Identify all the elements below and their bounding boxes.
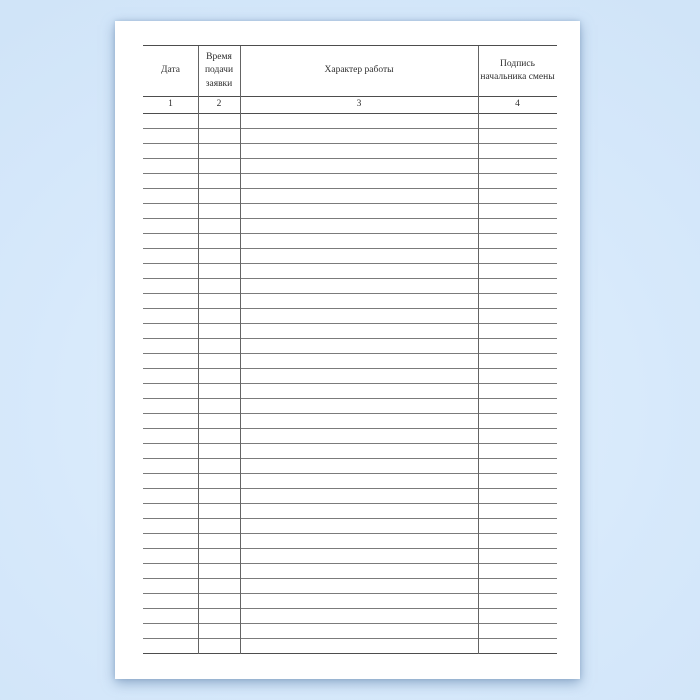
table-row (143, 444, 557, 459)
table-row (143, 504, 557, 519)
table-row (143, 294, 557, 309)
column-divider (478, 46, 479, 654)
table-row (143, 144, 557, 159)
table-row (143, 354, 557, 369)
table-row (143, 159, 557, 174)
table-row (143, 639, 557, 654)
table-row (143, 189, 557, 204)
table-row (143, 579, 557, 594)
table-row (143, 234, 557, 249)
table-row (143, 324, 557, 339)
column-number-3: 3 (356, 99, 362, 110)
table-row (143, 489, 557, 504)
header-cell-supervisor-signature: Подпись начальника смены (480, 58, 555, 82)
table-header-row (143, 46, 557, 97)
table-row (143, 549, 557, 564)
header-cell-request-time: Время подачи заявки (204, 51, 234, 89)
table-row (143, 369, 557, 384)
table-body (143, 114, 557, 654)
table-row (143, 564, 557, 579)
header-cell-date: Дата (161, 65, 180, 76)
table-row (143, 174, 557, 189)
header-cell-work-description: Характер работы (324, 65, 394, 76)
table-row (143, 249, 557, 264)
column-numbers-row (143, 97, 557, 114)
table-row (143, 609, 557, 624)
table-row (143, 339, 557, 354)
table-row (143, 429, 557, 444)
table-row (143, 219, 557, 234)
table-row (143, 264, 557, 279)
request-log-table (143, 45, 557, 654)
column-number-4: 4 (515, 99, 520, 110)
table-row (143, 459, 557, 474)
table-row (143, 279, 557, 294)
column-number-1: 1 (168, 99, 173, 110)
table-row (143, 114, 557, 129)
table-row (143, 414, 557, 429)
table-row (143, 474, 557, 489)
table-row (143, 129, 557, 144)
table-row (143, 204, 557, 219)
table-row (143, 534, 557, 549)
table-row (143, 399, 557, 414)
table-row (143, 594, 557, 609)
table-row (143, 519, 557, 534)
column-divider (198, 46, 199, 654)
table-row (143, 624, 557, 639)
table-row (143, 309, 557, 324)
table-row (143, 384, 557, 399)
column-divider (240, 46, 241, 654)
column-number-2: 2 (216, 99, 222, 110)
paper-sheet (115, 21, 580, 679)
